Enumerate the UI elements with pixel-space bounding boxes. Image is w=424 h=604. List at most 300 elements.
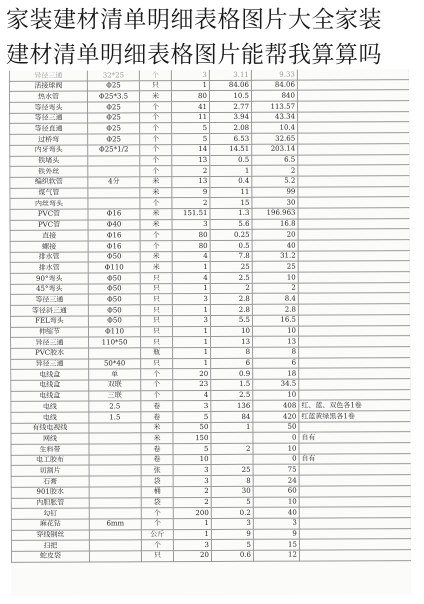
cell-spec <box>88 198 140 209</box>
cell-amount: 0 <box>253 454 299 465</box>
cell-amount: 40 <box>252 240 298 251</box>
cell-note <box>299 379 411 390</box>
cell-spec <box>89 444 141 455</box>
cell-amount: 32.65 <box>252 133 298 144</box>
cell-spec: Φ25 <box>88 123 140 134</box>
cell-note <box>298 176 410 187</box>
cell-amount: 10 <box>252 272 298 283</box>
cell-note <box>298 240 410 251</box>
cell-item: 90°弯头 <box>10 273 88 284</box>
cell-spec <box>89 465 141 476</box>
cell-amount: 2.8 <box>252 304 298 315</box>
cell-qty: 5 <box>172 134 210 145</box>
cell-price: 10.5 <box>209 91 251 102</box>
cell-note <box>298 282 410 293</box>
cell-amount: 10 <box>252 326 298 337</box>
cell-qty: 2 <box>173 486 211 497</box>
cell-unit: 个 <box>140 198 172 209</box>
cell-item: PVC管 <box>10 209 88 220</box>
cell-unit: 米 <box>141 433 173 444</box>
cell-qty: 20 <box>173 550 211 561</box>
cell-item: 蛇皮袋 <box>11 551 89 562</box>
material-list-table <box>9 69 411 562</box>
cell-spec: Φ25 <box>88 113 140 124</box>
cell-amount: 840 <box>251 90 297 101</box>
cell-price: 84 <box>211 411 253 422</box>
cell-item: 等径三通 <box>10 113 88 124</box>
cell-price: 11 <box>210 187 252 198</box>
cell-price: 25 <box>210 262 252 273</box>
table-body <box>9 69 411 562</box>
cell-item: 异径三通 <box>11 359 89 370</box>
cell-price: 14.51 <box>210 144 252 155</box>
cell-qty: 41 <box>171 102 209 113</box>
cell-unit: 米 <box>140 219 172 230</box>
cell-spec: Φ25 <box>87 102 139 113</box>
cell-price: 1.5 <box>211 379 253 390</box>
cell-spec <box>89 540 141 551</box>
cell-item: 45°弯头 <box>10 284 88 295</box>
cell-qty: 4 <box>173 390 211 401</box>
cell-spec: Φ50 <box>88 305 140 316</box>
cell-spec <box>88 187 140 198</box>
cell-note <box>297 101 409 112</box>
cell-spec <box>89 422 141 433</box>
cell-item: 电线 <box>11 412 89 423</box>
cell-qty: 80 <box>172 240 210 251</box>
cell-unit: 个 <box>141 519 173 530</box>
cell-unit: 只 <box>141 551 173 562</box>
cell-qty: 3 <box>173 540 211 551</box>
cell-qty: 1 <box>173 529 211 540</box>
cell-spec <box>89 476 141 487</box>
cell-item: 内牙弯头 <box>10 145 88 156</box>
cell-note: 红、蓝、双色各1卷 <box>299 400 411 411</box>
cell-amount: 0 <box>253 432 299 443</box>
cell-qty: 1 <box>172 305 210 316</box>
cell-spec: 单 <box>89 369 141 380</box>
cell-note <box>299 443 411 454</box>
cell-qty: 150 <box>173 433 211 444</box>
cell-unit: 个 <box>140 241 172 252</box>
cell-unit: 张 <box>141 465 173 476</box>
cell-spec: 三联 <box>89 390 141 401</box>
cell-unit: 只 <box>140 326 172 337</box>
cell-note <box>298 165 410 176</box>
cell-item: 热水管 <box>9 91 87 102</box>
cell-note <box>297 90 409 101</box>
cell-amount: 40 <box>253 507 299 518</box>
cell-qty: 3 <box>172 219 210 230</box>
cell-item: 异径三通 <box>11 337 89 348</box>
cell-spec: Φ16 <box>88 209 140 220</box>
cell-spec: Φ16 <box>88 241 140 252</box>
cell-item: FEL弯头 <box>10 316 88 327</box>
cell-price: 2.8 <box>210 294 252 305</box>
cell-amount: 203.14 <box>252 144 298 155</box>
cell-note <box>298 314 410 325</box>
cell-amount: 10 <box>253 443 299 454</box>
cell-unit: 只 <box>141 337 173 348</box>
cell-qty: 1 <box>173 337 211 348</box>
cell-amount: 24 <box>253 475 299 486</box>
cell-unit: 卷 <box>141 412 173 423</box>
cell-price: 8 <box>211 347 253 358</box>
cell-unit: 个 <box>140 123 172 134</box>
cell-item: 有线电视线 <box>11 423 89 434</box>
cell-qty: 14 <box>172 144 210 155</box>
cell-item: 等径弯头 <box>9 102 87 113</box>
cell-qty: 3 <box>172 294 210 305</box>
cell-qty: 80 <box>171 91 209 102</box>
cell-amount: 10.4 <box>252 123 298 134</box>
cell-amount: 16.8 <box>252 219 298 230</box>
cell-spec: Φ50 <box>88 284 140 295</box>
cell-amount: 34.5 <box>253 379 299 390</box>
cell-spec: 4分 <box>88 177 140 188</box>
cell-amount: 10 <box>253 497 299 508</box>
cell-spec <box>89 529 141 540</box>
cell-amount: 5.2 <box>252 176 298 187</box>
cell-amount: 113.57 <box>251 101 297 112</box>
cell-price: 2.77 <box>209 101 251 112</box>
cell-note <box>298 304 410 315</box>
cell-qty: 11 <box>172 112 210 123</box>
cell-item: 电线 <box>11 401 89 412</box>
cell-price: 8 <box>211 475 253 486</box>
cell-qty: 1 <box>172 283 210 294</box>
cell-spec: 32*25 <box>87 70 139 80</box>
cell-price: 0.5 <box>210 155 252 166</box>
cell-price: 2.8 <box>210 304 252 315</box>
cell-price: 3 <box>211 518 253 529</box>
cell-amount: 13 <box>253 336 299 347</box>
cell-item: 电线盒 <box>11 391 89 402</box>
cell-amount: 99 <box>252 187 298 198</box>
cell-note <box>297 69 409 80</box>
cell-qty: 50 <box>173 422 211 433</box>
cell-qty: 20 <box>173 369 211 380</box>
cell-unit: 公斤 <box>141 529 173 540</box>
cell-price: 6 <box>211 358 253 369</box>
cell-item: PVC胶水 <box>11 348 89 359</box>
cell-price: 1.3 <box>210 208 252 219</box>
cell-amount: 12 <box>253 550 299 561</box>
cell-note <box>299 347 411 358</box>
cell-note <box>298 111 410 122</box>
cell-spec: Φ110 <box>88 262 140 273</box>
cell-spec: Φ50 <box>88 251 140 262</box>
cell-unit: 个 <box>140 144 172 155</box>
cell-spec <box>89 487 141 498</box>
cell-amount: 16.5 <box>252 315 298 326</box>
cell-note <box>298 250 410 261</box>
cell-note <box>299 528 411 539</box>
cell-unit: 只 <box>141 358 173 369</box>
cell-note <box>299 485 411 496</box>
cell-price: 2.5 <box>210 272 252 283</box>
cell-unit: 个 <box>140 155 172 166</box>
cell-amount: 3 <box>253 518 299 529</box>
cell-unit: 袋 <box>141 476 173 487</box>
cell-amount: 9 <box>253 529 299 540</box>
cell-spec: Φ40 <box>88 219 140 230</box>
cell-qty: 3 <box>172 315 210 326</box>
cell-item: 勾钉 <box>11 508 89 519</box>
cell-item: 排水管 <box>10 252 88 263</box>
cell-price: 5.6 <box>210 219 252 230</box>
cell-price <box>211 433 253 444</box>
cell-amount: 10 <box>253 390 299 401</box>
cell-price: 15 <box>210 198 252 209</box>
cell-note <box>298 122 410 133</box>
cell-price <box>211 454 253 465</box>
cell-amount: 420 <box>253 411 299 422</box>
cell-unit: 个 <box>140 230 172 241</box>
cell-unit: 个 <box>141 540 173 551</box>
cell-item: 穿线钢丝 <box>11 530 89 541</box>
cell-unit: 个 <box>141 508 173 519</box>
cell-spec: Φ16 <box>88 230 140 241</box>
cell-note <box>297 79 409 90</box>
cell-qty: 1 <box>172 326 210 337</box>
cell-price: 30 <box>211 486 253 497</box>
cell-price: 84.06 <box>209 80 251 91</box>
cell-item: 煤气管 <box>10 188 88 199</box>
cell-item: 排水管 <box>10 262 88 273</box>
cell-amount: 408 <box>253 400 299 411</box>
cell-price: 2 <box>211 443 253 454</box>
cell-qty: 200 <box>173 508 211 519</box>
cell-amount: 43.34 <box>252 112 298 123</box>
cell-item: 螺接 <box>10 241 88 252</box>
cell-unit: 瓶 <box>141 348 173 359</box>
cell-qty: 1 <box>172 262 210 273</box>
cell-item: 等径斜三通 <box>10 305 88 316</box>
cell-note <box>299 517 411 528</box>
cell-note: 自有 <box>299 453 411 464</box>
cell-unit: 个 <box>141 380 173 391</box>
cell-price: 0.4 <box>210 176 252 187</box>
cell-qty: 3 <box>171 70 209 80</box>
cell-amount: 15 <box>253 539 299 550</box>
cell-item: 直接 <box>10 230 88 241</box>
cell-item: 内胆胀管 <box>11 498 89 509</box>
cell-qty: 80 <box>172 230 210 241</box>
cell-note <box>299 336 411 347</box>
cell-spec: 110*50 <box>89 337 141 348</box>
cell-spec: Φ25 <box>88 134 140 145</box>
cell-qty: 5 <box>173 411 211 422</box>
cell-unit: 桶 <box>141 486 173 497</box>
cell-unit: 米 <box>141 422 173 433</box>
cell-qty: 2 <box>172 198 210 209</box>
cell-item: 异径三通 <box>9 71 87 82</box>
cell-amount: 50 <box>253 422 299 433</box>
cell-note <box>298 154 410 165</box>
cell-price: 2.5 <box>211 390 253 401</box>
cell-note: 红蓝黄绿黑各1卷 <box>299 411 411 422</box>
cell-item: 网线 <box>11 433 89 444</box>
cell-amount: 84.06 <box>251 80 297 91</box>
cell-spec: Φ110 <box>88 326 140 337</box>
cell-price: 3.11 <box>209 70 251 80</box>
cell-note <box>298 208 410 219</box>
cell-item: 等径三通 <box>10 294 88 305</box>
cell-unit: 卷 <box>141 444 173 455</box>
cell-item: 电线盒 <box>11 380 89 391</box>
cell-note <box>298 325 410 336</box>
cell-qty: 3 <box>173 401 211 412</box>
cell-unit: 米 <box>140 251 172 262</box>
cell-price: 1 <box>211 422 253 433</box>
cell-unit: 个 <box>139 70 171 80</box>
cell-unit: 只 <box>139 80 171 91</box>
cell-note <box>298 133 410 144</box>
cell-price: 7.8 <box>210 251 252 262</box>
cell-item: 铁外丝 <box>10 166 88 177</box>
cell-amount: 30 <box>252 197 298 208</box>
cell-price: 10 <box>210 326 252 337</box>
cell-item: 活接球阀 <box>9 81 87 92</box>
cell-qty: 151.51 <box>172 208 210 219</box>
cell-note <box>298 272 410 283</box>
cell-note <box>298 143 410 154</box>
cell-spec <box>88 155 140 166</box>
cell-note <box>299 368 411 379</box>
cell-price: 13 <box>211 337 253 348</box>
cell-item: 伸缩节 <box>10 327 88 338</box>
cell-price: 9 <box>211 529 253 540</box>
cell-spec: 6mm <box>89 519 141 530</box>
cell-amount: 60 <box>253 486 299 497</box>
cell-note <box>299 421 411 432</box>
cell-amount: 18 <box>253 368 299 379</box>
cell-note <box>299 475 411 486</box>
cell-item: PVC管 <box>10 220 88 231</box>
page-heading <box>0 4 424 71</box>
cell-spec <box>89 497 141 508</box>
cell-amount: 75 <box>253 465 299 476</box>
cell-qty: 1 <box>173 518 211 529</box>
cell-spec: Φ25 <box>87 80 139 91</box>
cell-qty: 10 <box>173 454 211 465</box>
cell-unit: 米 <box>140 209 172 220</box>
cell-item: 石膏 <box>11 476 89 487</box>
cell-price: 0.9 <box>211 369 253 380</box>
title-line-2: 建材清单明细表格图片能帮我算算吗 <box>6 42 382 68</box>
cell-price: 3.94 <box>210 112 252 123</box>
table-row <box>11 550 411 562</box>
cell-price: 5 <box>211 540 253 551</box>
cell-price: 2 <box>210 283 252 294</box>
cell-unit: 卷 <box>141 454 173 465</box>
cell-item: 901胶水 <box>11 487 89 498</box>
title-line-1: 家装建材清单明细表格图片大全家装 <box>6 7 382 33</box>
cell-spec: Φ50 <box>88 294 140 305</box>
cell-note <box>299 550 411 561</box>
cell-qty: 1 <box>173 347 211 358</box>
cell-item: 编织软管 <box>10 177 88 188</box>
cell-item: 铁堵头 <box>10 156 88 167</box>
cell-amount: 20 <box>252 229 298 240</box>
cell-spec: Φ50 <box>88 273 140 284</box>
cell-qty: 1 <box>171 80 209 91</box>
cell-note <box>298 218 410 229</box>
cell-spec <box>89 551 141 562</box>
cell-unit: 米 <box>140 187 172 198</box>
cell-unit: 袋 <box>141 497 173 508</box>
cell-note <box>298 197 410 208</box>
cell-qty: 3 <box>173 465 211 476</box>
cell-amount: 25 <box>252 261 298 272</box>
cell-spec: 双联 <box>89 380 141 391</box>
cell-unit: 个 <box>141 369 173 380</box>
cell-qty: 4 <box>172 251 210 262</box>
cell-amount: 8.4 <box>252 294 298 305</box>
cell-unit: 米 <box>140 177 172 188</box>
cell-unit: 个 <box>140 166 172 177</box>
cell-price: 5.5 <box>210 315 252 326</box>
cell-note <box>299 507 411 518</box>
cell-note <box>298 261 410 272</box>
cell-spec: Φ25*1/2 <box>88 145 140 156</box>
cell-note <box>299 357 411 368</box>
cell-qty: 1 <box>173 358 211 369</box>
cell-note <box>299 496 411 507</box>
cell-price: 1 <box>210 166 252 177</box>
cell-unit: 只 <box>140 283 172 294</box>
cell-qty: 4 <box>172 273 210 284</box>
cell-amount: 31.2 <box>252 251 298 262</box>
cell-amount: 6.5 <box>252 155 298 166</box>
cell-qty: 23 <box>173 379 211 390</box>
cell-item: 等径直通 <box>10 123 88 134</box>
cell-spec <box>89 433 141 444</box>
cell-spec <box>89 508 141 519</box>
cell-qty: 5 <box>172 123 210 134</box>
cell-unit: 个 <box>139 102 171 113</box>
cell-spec: 1.5 <box>89 412 141 423</box>
cell-note: 自有 <box>299 432 411 443</box>
cell-spec <box>89 455 141 466</box>
cell-item: 电线盒 <box>11 369 89 380</box>
cell-amount: 2 <box>252 283 298 294</box>
cell-note <box>298 186 410 197</box>
cell-unit: 个 <box>141 390 173 401</box>
cell-note <box>299 464 411 475</box>
cell-item: 内丝弯头 <box>10 198 88 209</box>
material-list-document <box>9 69 411 596</box>
cell-qty: 13 <box>172 176 210 187</box>
cell-item: 生料带 <box>11 444 89 455</box>
cell-item: 扫把 <box>11 540 89 551</box>
cell-qty: 2 <box>173 497 211 508</box>
cell-unit: 个 <box>140 112 172 123</box>
cell-spec <box>88 166 140 177</box>
cell-qty: 2 <box>172 166 210 177</box>
cell-note <box>299 389 411 400</box>
cell-spec <box>89 348 141 359</box>
cell-spec: Φ25*3.5 <box>87 91 139 102</box>
cell-unit: 只 <box>140 294 172 305</box>
cell-price: 0.25 <box>210 230 252 241</box>
cell-qty: 9 <box>172 187 210 198</box>
cell-amount: 196.963 <box>252 208 298 219</box>
cell-amount: 2 <box>252 165 298 176</box>
cell-note <box>299 539 411 550</box>
cell-qty: 13 <box>172 155 210 166</box>
